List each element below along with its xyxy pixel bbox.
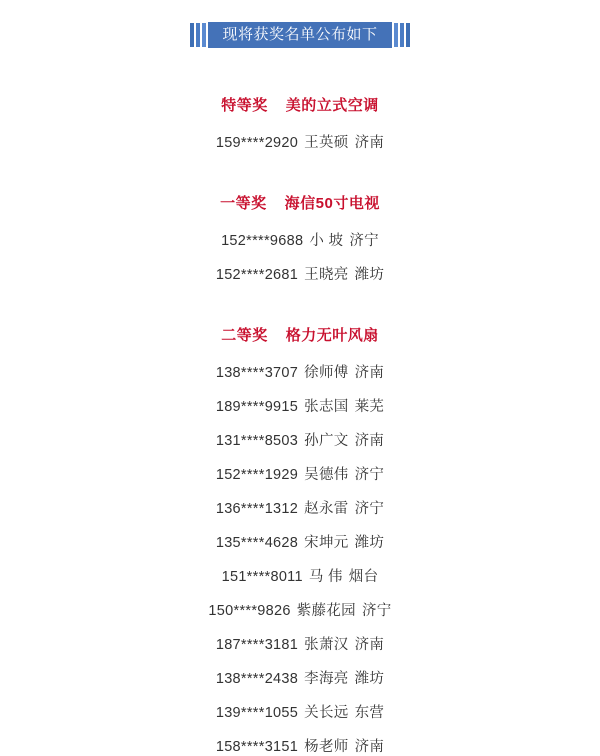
winner-name: 孙广文: [304, 433, 349, 449]
winner-name: 张萧汉: [304, 637, 349, 653]
prize-item-label: 美的立式空调: [285, 97, 379, 114]
winner-row: [0, 131, 600, 152]
winner-name: 赵永雷: [304, 501, 349, 517]
winner-city: 济宁: [361, 603, 392, 619]
announcement-banner: [0, 22, 600, 48]
winner-phone: 150****9826: [208, 603, 291, 619]
winner-city: 潍坊: [354, 671, 385, 687]
winner-row: [0, 395, 600, 416]
winner-row: [0, 667, 600, 688]
prize-level-label: 一等奖: [220, 195, 267, 212]
winner-city: 烟台: [348, 569, 379, 585]
winner-name: 马 伟: [308, 569, 343, 585]
winner-city: 莱芜: [354, 399, 385, 415]
prize-section-first: [0, 192, 600, 284]
winner-city: 济宁: [354, 467, 385, 483]
winner-phone: 131****8503: [215, 433, 299, 449]
winner-row: [0, 263, 600, 284]
winner-row: [0, 531, 600, 552]
winner-phone: 139****1055: [215, 705, 299, 721]
winner-phone: 136****1312: [215, 501, 299, 517]
winner-name: 王英硕: [304, 135, 349, 151]
winner-name: 紫藤花园: [296, 603, 356, 619]
winner-name: 宋坤元: [304, 535, 349, 551]
winner-phone: 158****3151: [215, 739, 299, 755]
winner-name: 关长远: [304, 705, 349, 721]
winner-city: 济南: [354, 433, 385, 449]
prize-item-label: 格力无叶风扇: [285, 327, 379, 344]
winner-row: [0, 463, 600, 484]
winner-name: 张志国: [304, 399, 349, 415]
banner-left-bars-icon: [190, 22, 208, 48]
prize-level-label: 二等奖: [221, 327, 268, 344]
winner-city: 济宁: [354, 501, 385, 517]
banner-right-bars-icon: [392, 22, 410, 48]
winner-row: [0, 361, 600, 382]
prize-section-grand: [0, 94, 600, 152]
winner-row: [0, 429, 600, 450]
winner-phone: 187****3181: [215, 637, 299, 653]
winner-row: [0, 599, 600, 620]
winner-row: [0, 229, 600, 250]
winner-row: [0, 701, 600, 722]
winner-city: 潍坊: [354, 535, 385, 551]
winner-row: [0, 735, 600, 756]
winner-city: 济南: [354, 739, 385, 755]
winner-city: 济宁: [349, 233, 379, 249]
winner-name: 小 坡: [309, 233, 344, 249]
winner-phone: 152****9688: [221, 233, 304, 249]
winner-city: 潍坊: [354, 267, 385, 283]
winner-name: 徐师傅: [304, 365, 349, 381]
winner-name: 杨老师: [304, 739, 349, 755]
winner-phone: 151****8011: [221, 569, 303, 585]
winner-city: 东营: [354, 705, 385, 721]
winner-name: 李海亮: [304, 671, 349, 687]
winner-row: [0, 497, 600, 518]
prize-level-label: 特等奖: [221, 97, 268, 114]
winner-city: 济南: [354, 637, 385, 653]
winner-phone: 138****3707: [215, 365, 299, 381]
section-heading: [0, 192, 600, 213]
winner-phone: 189****9915: [215, 399, 299, 415]
section-heading: [0, 94, 600, 115]
winner-row: [0, 565, 600, 586]
winner-phone: 152****2681: [215, 267, 299, 283]
winner-phone: 152****1929: [215, 467, 299, 483]
winner-name: 吴德伟: [304, 467, 349, 483]
prize-section-second: [0, 324, 600, 756]
winner-name: 王晓亮: [304, 267, 349, 283]
winner-phone: 159****2920: [215, 135, 299, 151]
winner-city: 济南: [354, 365, 385, 381]
banner-title: 现将获奖名单公布如下: [208, 22, 391, 48]
winner-row: [0, 633, 600, 654]
winner-city: 济南: [354, 135, 385, 151]
winner-phone: 135****4628: [215, 535, 299, 551]
prize-item-label: 海信50寸电视: [284, 195, 380, 212]
section-heading: [0, 324, 600, 345]
winner-phone: 138****2438: [215, 671, 299, 687]
